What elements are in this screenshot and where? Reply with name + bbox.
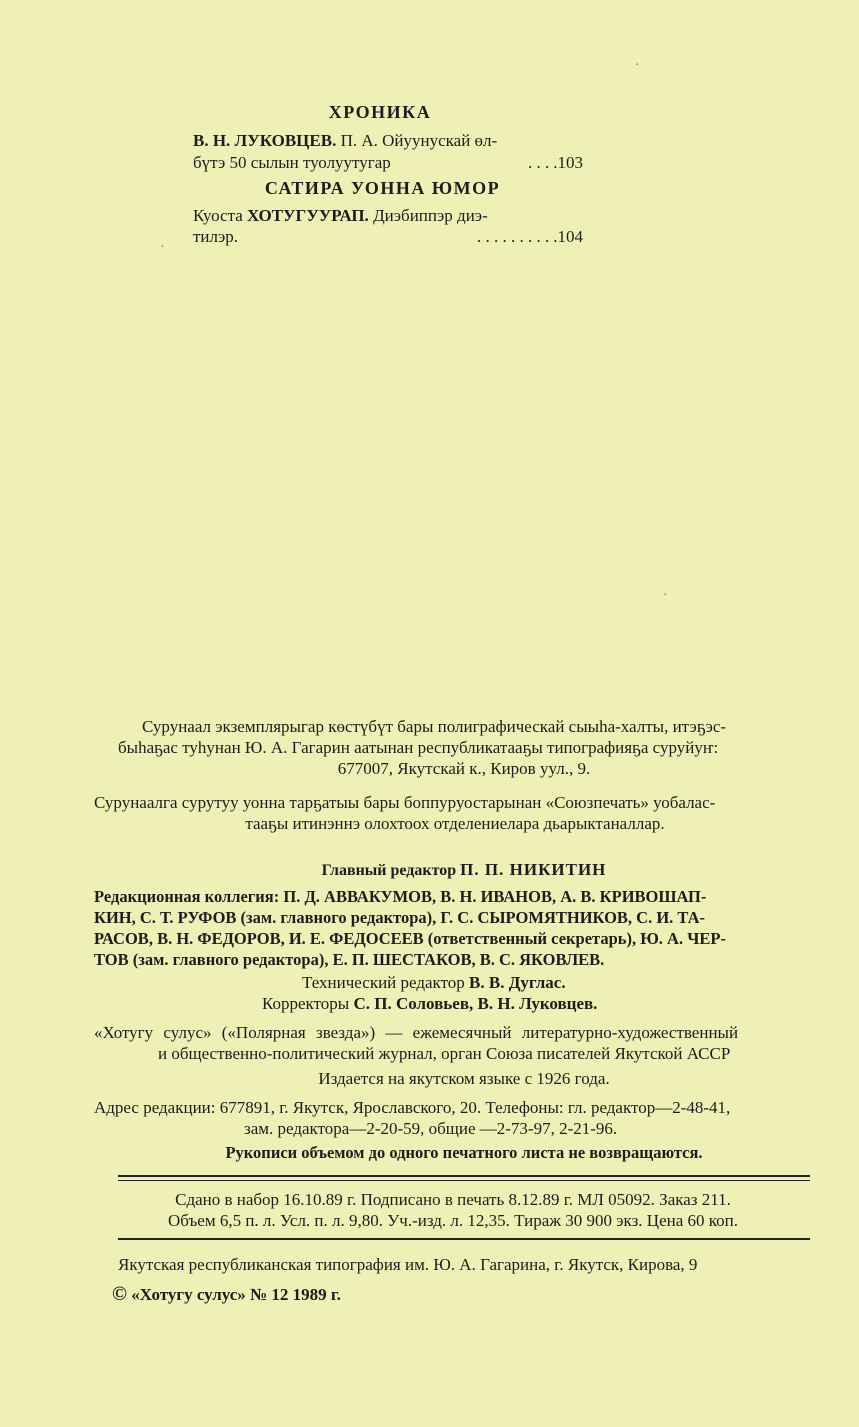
printing-note-text: быһаҕас туһунан Ю. А. Гагарин аатынан республикатааҕы типографияҕа суруйуҥ: bbox=[118, 738, 719, 757]
toc-page-number: .103 bbox=[553, 153, 583, 172]
editorial-address bbox=[94, 1097, 812, 1139]
journal-description-line: и общественно-политический журнал, орган Союза писателей Якутской АССР bbox=[158, 1044, 731, 1063]
manuscripts-note: Рукописи объемом до одного печатного листа не возвращаются. bbox=[225, 1143, 703, 1162]
subscription-note-text: тааҕы итинэннэ олохтоох отделениелара дьарыктаналлар. bbox=[245, 814, 665, 833]
satire-heading: САТИРА УОННА ЮМОР bbox=[264, 178, 501, 198]
divider-bottom-thick bbox=[118, 1238, 810, 1240]
toc-entry-chronicle-line2 bbox=[193, 152, 583, 174]
scan-speck: · bbox=[635, 58, 640, 73]
editorial-board-line: Редакционная коллегия: П. Д. АВВАКУМОВ, В. Н. ИВАНОВ, А. В. КРИВОШАП- bbox=[94, 887, 707, 906]
correctors bbox=[262, 993, 722, 1014]
address-line: зам. редактора—2-20-59, общие —2-73-97, 2-21-96. bbox=[244, 1119, 618, 1138]
subscription-note-text: Сурунаалга сурутуу уонна тарҕатыы бары боппуруостарынан «Союзпечать» уобалас- bbox=[94, 793, 716, 812]
divider-top-thick bbox=[118, 1175, 810, 1177]
toc-title-part: бүтэ 50 сылын туолуутугар bbox=[193, 153, 391, 172]
editorial-board-line: КИН, С. Т. РУФОВ (зам. главного редактора), Г. С. СЫРОМЯТНИКОВ, С. И. ТА- bbox=[94, 908, 706, 927]
scan-speck: · bbox=[663, 588, 668, 603]
printing-note-line bbox=[118, 737, 810, 758]
toc-title-part: Диэбиппэр диэ- bbox=[373, 206, 488, 225]
toc-leader-dots: . . . . . . . . . bbox=[477, 227, 550, 246]
printing-note-line bbox=[118, 716, 810, 737]
toc-entry-satire-line1 bbox=[193, 205, 585, 227]
toc-entry-chronicle-line1 bbox=[193, 130, 585, 152]
printing-note bbox=[118, 716, 810, 779]
toc-author: ХОТУГУУРАП. bbox=[247, 206, 369, 225]
subscription-note bbox=[94, 792, 816, 834]
editorial-board-line: РАСОВ, В. Н. ФЕДОРОВ, И. Е. ФЕДОСЕЕВ (ответственный секретарь), Ю. А. ЧЕР- bbox=[94, 929, 726, 948]
tech-editor-name: В. В. Дуглас. bbox=[469, 973, 566, 992]
address-line: Адрес редакции: 677891, г. Якутск, Ярославского, 20. Телефоны: гл. редактор—2-48-41, bbox=[94, 1098, 731, 1117]
chief-editor-label: Главный редактор bbox=[321, 862, 457, 879]
toc-author-prefix: Куоста bbox=[193, 206, 243, 225]
imprint bbox=[94, 1189, 812, 1231]
printing-note-text: Сурунаал экземплярыгар көстүбүт бары полиграфическай сыыһа-халты, итэҕэс- bbox=[142, 717, 727, 736]
printing-note-line bbox=[118, 758, 810, 779]
tech-editor-label: Технический редактор bbox=[302, 973, 465, 992]
printing-note-text: 677007, Якутскай к., Киров уул., 9. bbox=[337, 759, 591, 778]
copyright bbox=[112, 1283, 512, 1306]
chief-editor-name: П. П. НИКИТИН bbox=[460, 860, 607, 879]
toc-entry-satire-line2 bbox=[193, 226, 583, 248]
printer-info: Якутская республиканская типография им. Ю. А. Гагарина, г. Якутск, Кирова, 9 bbox=[118, 1255, 698, 1274]
toc-leader-dots: . . . bbox=[528, 153, 550, 172]
chief-editor bbox=[118, 860, 810, 880]
copyright-symbol: © bbox=[112, 1283, 127, 1305]
journal-description bbox=[94, 1022, 812, 1064]
divider-top-thin bbox=[118, 1180, 810, 1181]
copyright-text: «Хотугу сулус» № 12 1989 г. bbox=[131, 1285, 341, 1304]
toc-page-number: .104 bbox=[553, 227, 583, 246]
tech-editor bbox=[302, 972, 722, 993]
imprint-line: Объем 6,5 п. л. Усл. п. л. 9,80. Уч.-изд. л. 12,35. Тираж 30 900 экз. Цена 60 коп. bbox=[167, 1211, 739, 1230]
editorial-board bbox=[94, 886, 812, 970]
journal-description-line: «Хотугу сулус» («Полярная звезда») — ежемесячный литературно-художественный bbox=[94, 1023, 739, 1042]
correctors-label: Корректоры bbox=[262, 994, 350, 1013]
subscription-note-line bbox=[94, 792, 816, 813]
correctors-names: С. П. Соловьев, В. Н. Луковцев. bbox=[353, 994, 598, 1013]
subscription-note-line bbox=[94, 813, 816, 834]
toc-author: В. Н. ЛУКОВЦЕВ. bbox=[193, 131, 337, 150]
scan-speck: · bbox=[160, 240, 165, 255]
imprint-line: Сдано в набор 16.10.89 г. Подписано в печать 8.12.89 г. МЛ 05092. Заказ 211. bbox=[175, 1190, 731, 1209]
editorial-board-line: ТОВ (зам. главного редактора), Е. П. ШЕСТАКОВ, В. С. ЯКОВЛЕВ. bbox=[94, 950, 605, 969]
toc-title-part: тилэр. bbox=[193, 227, 239, 246]
toc-title-part: П. А. Ойуунускай өл- bbox=[340, 131, 498, 150]
chronicle-heading: ХРОНИКА bbox=[328, 102, 432, 122]
published-since: Издается на якутском языке с 1926 года. bbox=[318, 1069, 610, 1088]
